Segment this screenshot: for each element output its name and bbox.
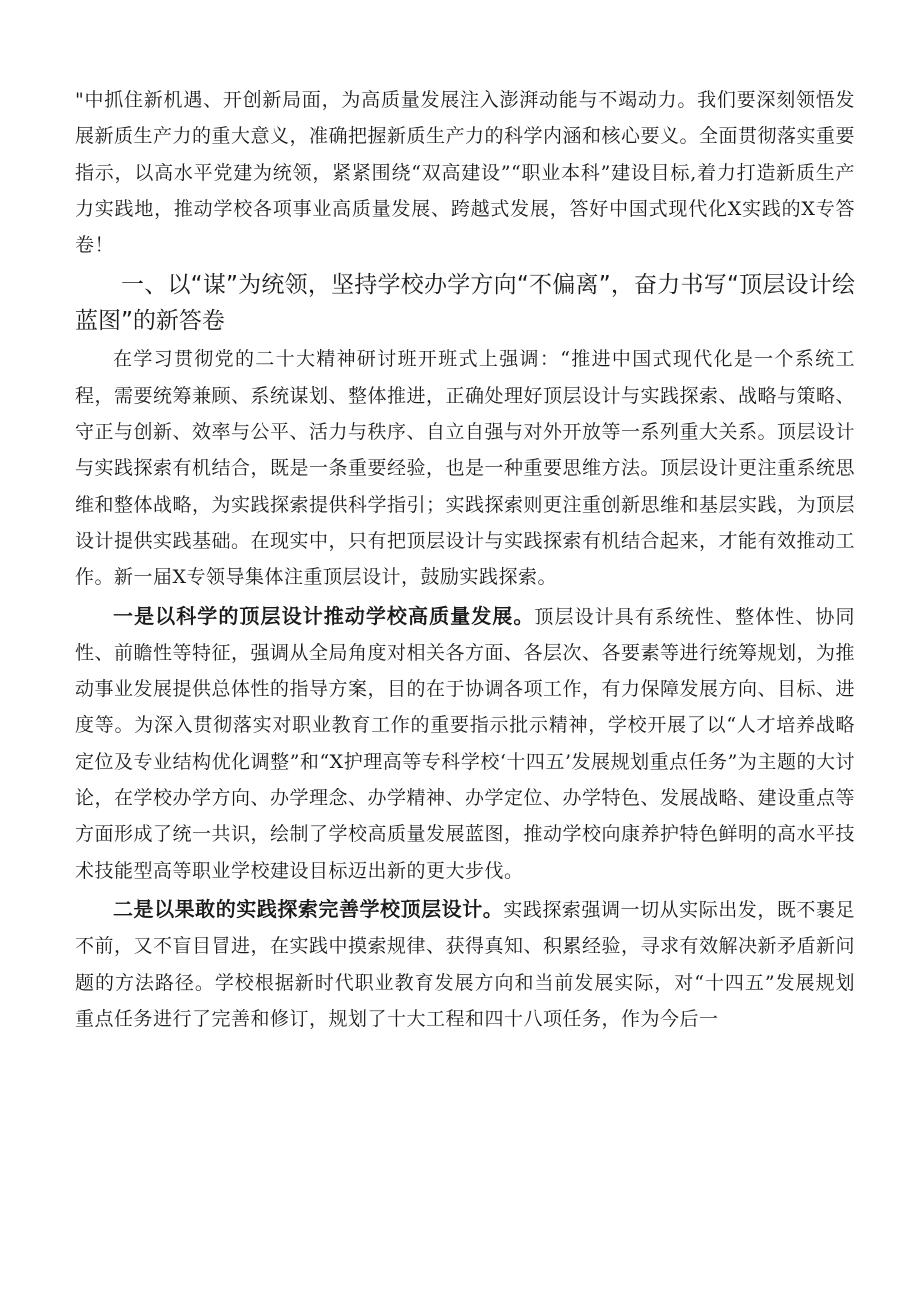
point-2-body: 实践探索强调一切从实际出发，既不裹足不前，又不盲目冒进，在实践中摸索规律、获得真知、积累经验，寻求有效解决新矛盾新问题的方法路径。学校根据新时代职业教育发展方向和当前发展实际，对“十四五”发展规划重点任务进行了完善和修订，规划了十大工程和四十八项任务，作为今后一 [75,898,856,1030]
document-page [75,82,855,1039]
intro-paragraph: "中抓住新机遇、开创新局面，为高质量发展注入澎湃动能与不竭动力。我们要深刻领悟发展新质生产力的重大意义，准确把握新质生产力的科学内涵和核心要义。全面贯彻落实重要指示，以高水平党建为统领，紧紧围绕“双高建设”“职业本科”建设目标,着力打造新质生产力实践地，推动学校各项事业高质量发展、跨越式发展，答好中国式现代化X实践的X专答卷！ [75,89,856,257]
point-2-paragraph [75,891,855,1037]
section-heading-1: 一、以“谋”为统领，坚持学校办学方向“不偏离”，奋力书写“顶层设计绘蓝图”的新答卷 [75,272,855,335]
point-1-body: 顶层设计具有系统性、整体性、协同性、前瞻性等特征，强调从全局角度对相关各方面、各层次、各要素等进行统筹规划，为推动事业发展提供总体性的指导方案，目的在于协调各项工作，有力保障发展方向、目标、进度等。为深入贯彻落实对职业教育工作的重要指示批示精神，学校开展了以“人才培养战略定位及专业结构优化调整”和“X护理高等专科学校‘十四五’发展规划重点任务”为主题的大讨论，在学校办学方向、办学理念、办学精神、办学定位、办学特色、发展战略、建设重点等方面形成了统一共识，绘制了学校高质量发展蓝图，推动学校向康养护特色鲜明的高水平技术技能型高等职业学校建设目标迈出新的更大步伐。 [75,605,856,882]
section-1-paragraph: 在学习贯彻党的二十大精神研讨班开班式上强调：“推进中国式现代化是一个系统工程，需要统筹兼顾、系统谋划、整体推进，正确处理好顶层设计与实践探索、战略与策略、守正与创新、效率与公平、活力与秩序、自立自强与对外开放等一系列重大关系。顶层设计与实践探索有机结合，既是一条重要经验，也是一种重要思维方法。顶层设计更注重系统思维和整体战略，为实践探索提供科学指引；实践探索则更注重创新思维和基层实践，为顶层设计提供实践基础。在现实中，只有把顶层设计与实践探索有机结合起来，才能有效推动工作。新一届X专领导集体注重顶层设计，鼓励实践探索。 [75,348,856,589]
point-1-lead: 一是以科学的顶层设计推动学校高质量发展。 [113,603,535,628]
point-1-paragraph [75,598,855,889]
point-2-lead: 二是以果敢的实践探索完善学校顶层设计。 [113,896,504,921]
